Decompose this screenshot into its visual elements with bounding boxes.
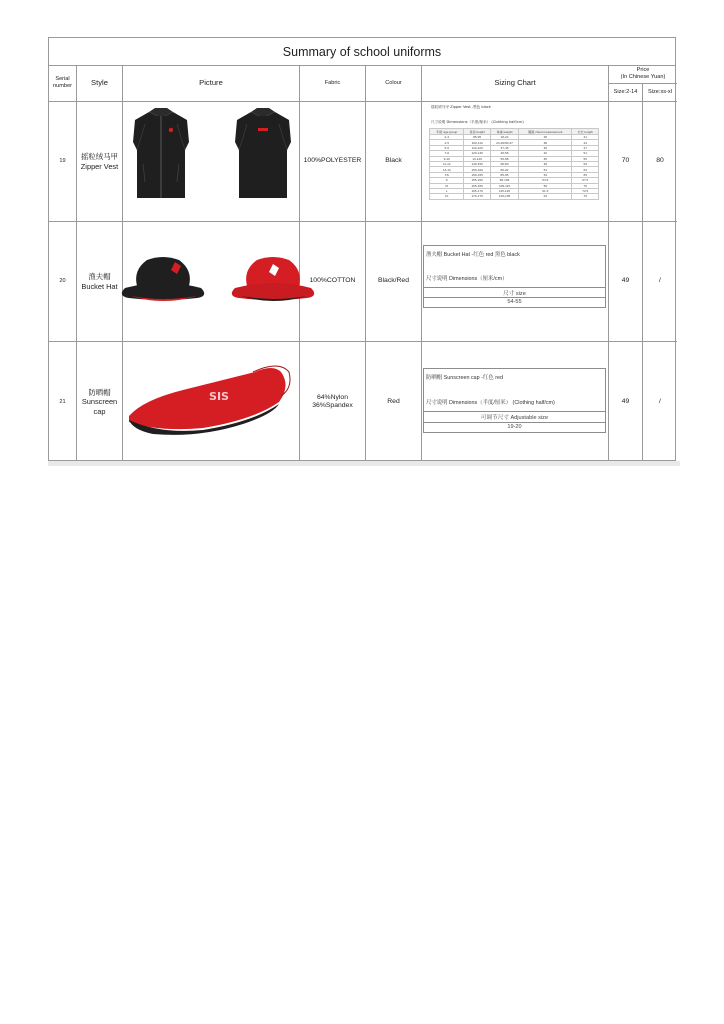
table-cell: 55 — [572, 156, 599, 161]
fabric: 100%POLYESTER — [303, 157, 362, 165]
table-cell: 150-160 — [464, 167, 491, 172]
table-cell: 41 — [572, 135, 599, 140]
table-cell: 72.5 — [572, 188, 599, 193]
table-cell: 140-150 — [464, 161, 491, 166]
table-cell: 95-105 — [490, 178, 518, 183]
table-cell: 5-6 — [430, 145, 464, 150]
table-cell: 45-56 — [490, 151, 518, 156]
table-cell: 51 — [519, 167, 572, 172]
table-cell: 125-135 — [490, 194, 518, 199]
table-cell: XS — [430, 172, 464, 177]
style-name-cn: 摇粒绒马甲 — [81, 152, 118, 162]
table-cell: 4-5 — [430, 140, 464, 145]
table-cell: 54.5 — [519, 178, 572, 183]
table-cell: 63 — [572, 167, 599, 172]
sizing-dimensions: 尺寸说明 Dimensions（半度/厘米） (Clothing half/cm) — [426, 400, 555, 406]
style-name-cn: 渔夫帽 — [88, 272, 111, 282]
table-cell: 48 — [519, 161, 572, 166]
serial-number: 19 — [59, 158, 66, 164]
table-cell: 45 — [519, 156, 572, 161]
table-cell: 56-68 — [490, 156, 518, 161]
column-header: 年龄 age group — [430, 129, 464, 135]
table-cell: 67.5 — [572, 178, 599, 183]
table-cell: M — [430, 183, 464, 188]
style-name-en: Zipper Vest — [80, 161, 119, 171]
header-price-size-2-14: Size:2-14 — [613, 89, 638, 95]
divider — [424, 297, 605, 298]
column-header: 胸围 chest measurement — [519, 129, 572, 135]
table-cell: 47 — [572, 145, 599, 150]
sunscreen-cap-pictures — [123, 342, 299, 462]
price-size-xs-xl: / — [659, 397, 661, 405]
fabric-line-2: 36%Spandex — [312, 402, 353, 409]
price-size-xs-xl: / — [659, 277, 661, 285]
header-price-size-xs-xl: Size:xs-xl — [648, 89, 672, 95]
price-size-2-14: 49 — [621, 397, 630, 405]
price-size-xs-xl: 80 — [656, 157, 664, 165]
table-cell: 100-110 — [464, 140, 491, 145]
table-cell: 51 — [572, 151, 599, 156]
sizing-dimensions: 尺寸说明 Dimensions（半度/厘米） (Clothing half/cm) — [431, 120, 524, 124]
table-cell: 2-3 — [430, 135, 464, 140]
column-header: 体重 weight — [490, 129, 518, 135]
divider — [424, 287, 605, 288]
divider — [424, 422, 605, 423]
price-size-2-14: 70 — [621, 157, 630, 165]
style-name-en: Sunscreen cap — [81, 397, 118, 416]
colour: Black/Red — [378, 277, 409, 285]
style-name — [77, 222, 122, 341]
uniform-summary-table — [48, 37, 676, 461]
table-cell: S — [430, 178, 464, 183]
sizing-value: 54-55 — [507, 299, 522, 305]
table-cell: 64 — [519, 194, 572, 199]
column-header: 身高 height — [464, 129, 491, 135]
page-shadow — [48, 461, 680, 466]
header-style: Style — [91, 78, 108, 88]
colour: Black — [385, 157, 402, 165]
table-cell: 75 — [572, 194, 599, 199]
table-cell: 115-125 — [490, 188, 518, 193]
fabric — [300, 342, 365, 462]
table-cell: 68-80 — [490, 161, 518, 166]
fabric: 100%COTTON — [309, 277, 356, 285]
table-cell: 110-120 — [464, 145, 491, 150]
table-cell: 150-155 — [464, 172, 491, 177]
cap-logo-text: SIS — [209, 390, 229, 403]
table-cell: 36 — [519, 135, 572, 140]
table-cell: 24-30/30-37 — [490, 140, 518, 145]
style-name — [77, 342, 122, 462]
sunscreen-cap-sizing-chart — [423, 368, 606, 433]
vest-pictures — [123, 102, 299, 221]
header-price: Price (In Chinese Yuan) — [620, 67, 666, 80]
sizing-label: 尺寸 size — [503, 291, 526, 297]
table-cell: 18-24 — [490, 135, 518, 140]
table-cell: 165-170 — [464, 188, 491, 193]
sizing-title: 渔夫帽 Bucket Hat -红色 red 黑色 black — [426, 252, 520, 258]
table-cell: 59 — [519, 183, 572, 188]
vest-back-image — [235, 108, 291, 198]
serial-number: 20 — [59, 278, 66, 284]
header-picture: Picture — [199, 78, 223, 88]
table-cell: 37-45 — [490, 145, 518, 150]
style-name — [77, 102, 122, 221]
vest-front-image — [133, 108, 189, 198]
style-name-en: Bucket Hat — [81, 281, 118, 291]
table-cell: 80-92 — [490, 167, 518, 172]
column-header: 衣长 length — [572, 129, 599, 135]
fabric-line-1: 64%Nylon — [317, 393, 348, 401]
sunscreen-cap-image — [129, 366, 290, 435]
colour: Red — [387, 397, 400, 405]
table-cell: 85-95 — [464, 135, 491, 140]
table-cell: 85-95 — [490, 172, 518, 177]
sizing-value: 19-20 — [507, 424, 522, 430]
page-title: Summary of school uniforms — [49, 38, 675, 66]
table-cell: 42 — [519, 151, 572, 156]
table-cell: 9-10 — [430, 156, 464, 161]
sizing-label: 可调节尺寸 Adjustable size — [480, 415, 549, 421]
table-cell: 59 — [572, 161, 599, 166]
serial-number: 21 — [59, 398, 66, 405]
table-cell: 165-165 — [464, 183, 491, 188]
table-cell: 7-8 — [430, 151, 464, 156]
table-cell: 11-12 — [430, 161, 464, 166]
table-cell: 13-140 — [464, 156, 491, 161]
table-cell: 44 — [572, 140, 599, 145]
table-cell: 120-130 — [464, 151, 491, 156]
header-sizing-chart: Sizing Chart — [494, 78, 536, 88]
price-size-2-14: 49 — [621, 277, 630, 285]
style-name-cn: 防晒帽 — [88, 388, 111, 398]
table-cell: 65 — [572, 172, 599, 177]
bucket-hat-sizing-chart — [423, 245, 606, 308]
table-cell: 54 — [519, 172, 572, 177]
table-cell: 155-160 — [464, 178, 491, 183]
table-cell: 38 — [519, 140, 572, 145]
vest-size-table — [429, 128, 599, 200]
sizing-title: 摇粒绒马甲 Zipper Vest -黑色 black — [431, 105, 491, 109]
bucket-hat-black-image — [122, 257, 204, 301]
table-cell: 61.5 — [519, 188, 572, 193]
table-cell: 170-175 — [464, 194, 491, 199]
header-colour: Colour — [385, 79, 402, 86]
table-cell: 13-14 — [430, 167, 464, 172]
table-cell: 40 — [519, 145, 572, 150]
sizing-dimensions: 尺寸说明 Dimensions（厘米/cm） — [426, 276, 508, 282]
table-cell: 105-115 — [490, 183, 518, 188]
table-cell: XL — [430, 194, 464, 199]
header-fabric: Fabric — [324, 79, 341, 86]
table-row — [430, 194, 599, 199]
header-serial: Serial number — [53, 76, 72, 89]
sizing-title: 防晒帽 Sunscreen cap -红色 red — [426, 375, 503, 381]
bucket-hat-pictures — [123, 222, 299, 341]
col-divider — [421, 65, 422, 462]
divider — [424, 411, 605, 412]
table-cell: 70 — [572, 183, 599, 188]
table-cell: L — [430, 188, 464, 193]
